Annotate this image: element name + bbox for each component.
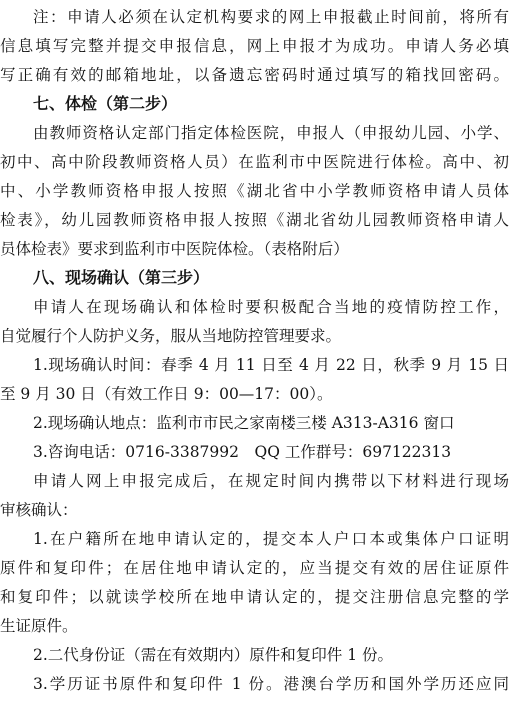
- note-line-1: 注：申请人必须在认定机构要求的网上申报截止时间前，将所有: [33, 8, 509, 26]
- material-3-line-1: 3.学历证书原件和复印件 1 份。港澳台学历和国外学历还应同: [33, 675, 509, 693]
- note-line-2: 信息填写完整并提交申报信息，网上申报才为成功。申请人务必填: [0, 37, 509, 55]
- section-heading-onsite-confirmation: 八、现场确认（第三步）: [33, 268, 210, 287]
- note-line-3: 写正确有效的邮箱地址，以备遗忘密码时通过填写的箱找回密码。: [0, 66, 509, 84]
- materials-intro-line-2: 审核确认：: [0, 501, 78, 519]
- materials-intro-line-1: 申请人网上申报完成后，在规定时间内携带以下材料进行现场: [33, 472, 509, 490]
- section-heading-physical-exam: 七、体检（第二步）: [33, 94, 178, 113]
- physical-exam-line-3: 中、小学教师资格申报人按照《湖北省中小学教师资格申请人员体: [0, 182, 509, 200]
- contact-phone-line: 3.咨询电话：0716-3387992 QQ 工作群号：697122313: [33, 443, 452, 461]
- physical-exam-line-1: 由教师资格认定部门指定体检医院，申报人（申报幼儿园、小学、: [33, 124, 509, 142]
- onsite-line-1: 申请人在现场确认和体检时要积极配合当地的疫情防控工作，: [33, 298, 509, 316]
- onsite-line-2: 自觉履行个人防护义务，服从当地防控管理要求。: [0, 327, 342, 345]
- material-1-line-4: 生证原件。: [0, 617, 78, 635]
- onsite-location-line: 2.现场确认地点：监利市市民之家南楼三楼 A313-A316 窗口: [33, 414, 455, 432]
- physical-exam-line-5: 员体检表》要求到监利市中医院体检。（表格附后）: [0, 240, 349, 258]
- material-1-line-1: 1.在户籍所在地申请认定的，提交本人户口本或集体户口证明: [33, 530, 509, 548]
- physical-exam-line-2: 初中、高中阶段教师资格人员）在监利市中医院进行体检。高中、初: [0, 153, 509, 171]
- physical-exam-line-4: 检表》，幼儿园教师资格申报人按照《湖北省幼儿园教师资格申请人: [0, 211, 509, 229]
- material-2-line: 2.二代身份证（需在有效期内）原件和复印件 1 份。: [33, 646, 394, 664]
- onsite-time-line-1: 1.现场确认时间：春季 4 月 11 日至 4 月 22 日，秋季 9 月 15 日: [33, 356, 509, 374]
- material-1-line-3: 和复印件；以就读学校所在地申请认定的，提交注册信息完整的学: [0, 588, 509, 606]
- material-1-line-2: 原件和复印件；在居住地申请认定的，应当提交有效的居住证原件: [0, 559, 509, 577]
- onsite-time-line-2: 至 9 月 30 日（有效工作日 9：00—17：00）。: [0, 385, 333, 403]
